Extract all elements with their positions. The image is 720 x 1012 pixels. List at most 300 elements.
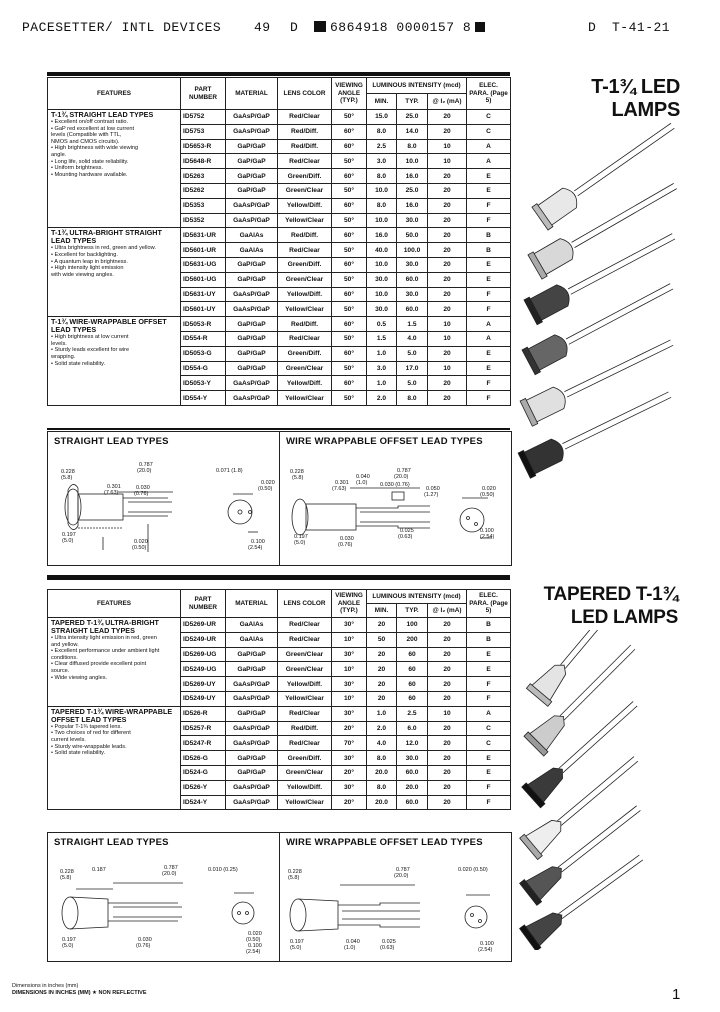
tapered-lamp-1 (526, 630, 637, 706)
min-cell: 8.0 (367, 198, 397, 213)
part-number-cell: ID5053-Y (181, 376, 226, 391)
lens-color-cell: Red/Clear (278, 243, 332, 258)
footer-line-2: DIMENSIONS IN INCHES (MM) ★ NON REFLECTIVE (12, 990, 147, 996)
dimension-label: (0.76) (136, 943, 151, 949)
current-cell: 10 (428, 361, 467, 376)
dimension-label: (2.54) (246, 949, 261, 955)
current-cell: 20 (428, 213, 467, 228)
viewing-angle-cell: 50° (332, 243, 367, 258)
feature-bullet: • Ultra brightness in red, green and yellow. (51, 245, 156, 252)
col-viewing-angle: VIEWING ANGLE (TYP.) (332, 590, 367, 618)
lens-color-cell: Red/Clear (278, 154, 332, 169)
col-at-ma: @ I₂ (mA) (428, 604, 467, 618)
current-cell: 20 (428, 736, 467, 751)
section1-title (560, 76, 680, 122)
lens-color-cell: Red/Diff. (278, 139, 332, 154)
material-cell: GaAsP/GaP (226, 691, 278, 706)
part-number-cell: ID5269-UY (181, 677, 226, 692)
part-number-cell: ID526-R (181, 706, 226, 721)
min-cell: 2.0 (367, 391, 397, 406)
lamp-1 (532, 120, 681, 230)
elec-para-cell: F (467, 677, 511, 692)
t1-3-4-lamps-illustration (510, 120, 700, 510)
current-cell: 20 (428, 662, 467, 677)
lens-color-cell: Yellow/Clear (278, 391, 332, 406)
dimension-label: 0.025 (382, 939, 396, 945)
elec-para-cell: A (467, 331, 511, 346)
min-cell: 1.0 (367, 376, 397, 391)
material-cell: GaP/GaP (226, 662, 278, 677)
dimension-label: (0.76) (134, 491, 149, 497)
viewing-angle-cell: 10° (332, 632, 367, 647)
min-cell: 1.0 (367, 706, 397, 721)
dimension-label: 0.010 (0.25) (208, 867, 238, 873)
part-number-cell: ID5601-UG (181, 272, 226, 287)
part-number-cell: ID5753 (181, 124, 226, 139)
feature-bullet: • GaP red excellent at low current (51, 125, 135, 132)
part-number-cell: ID5262 (181, 183, 226, 198)
min-cell: 15.0 (367, 110, 397, 125)
feature-bullet: • High brightness with wide viewing (51, 145, 139, 152)
lens-color-cell: Red/Diff. (278, 124, 332, 139)
lens-color-cell: Red/Diff. (278, 228, 332, 243)
typ-cell: 6.0 (397, 721, 428, 736)
current-cell: 20 (428, 257, 467, 272)
dims2-left-box (47, 832, 280, 962)
material-cell: GaAsP/GaP (226, 391, 278, 406)
min-cell: 20 (367, 691, 397, 706)
typ-cell: 5.0 (397, 376, 428, 391)
typ-cell: 8.0 (397, 391, 428, 406)
min-cell: 2.0 (367, 721, 397, 736)
elec-para-cell: B (467, 632, 511, 647)
viewing-angle-cell: 50° (332, 331, 367, 346)
feature-heading: T-1¾ STRAIGHT LEAD TYPES (51, 110, 154, 119)
min-cell: 8.0 (367, 751, 397, 766)
lens-color-cell: Yellow/Diff. (278, 677, 332, 692)
dimension-label: 0.197 (62, 532, 76, 538)
material-cell: GaP/GaP (226, 706, 278, 721)
col-features: FEATURES (48, 590, 181, 618)
material-cell: GaAsP/GaP (226, 213, 278, 228)
typ-cell: 16.0 (397, 198, 428, 213)
feature-heading: TAPERED T-1¾ ULTRA-BRIGHT STRAIGHT LEAD TYPES (51, 618, 159, 635)
dimension-label: (5.0) (290, 945, 302, 951)
feature-bullet: • Sturdy wire-wrappable leads. (51, 743, 127, 750)
material-cell: GaP/GaP (226, 183, 278, 198)
dimension-label: (20.0) (162, 871, 177, 877)
current-cell: 20 (428, 691, 467, 706)
feature-bullet: • Solid state reliability. (51, 360, 106, 367)
elec-para-cell: E (467, 169, 511, 184)
lens-color-cell: Green/Clear (278, 272, 332, 287)
dimension-label: 0.020 (248, 931, 262, 937)
dimension-label: (0.63) (398, 534, 413, 540)
feature-bullet: conditions. (51, 654, 78, 661)
black-block-icon (314, 21, 326, 32)
dims1-right-box (279, 431, 512, 566)
typ-cell: 2.5 (397, 706, 428, 721)
feature-bullet: levels. (51, 340, 67, 347)
elec-para-cell: E (467, 361, 511, 376)
min-cell: 2.5 (367, 139, 397, 154)
feature-bullet: • Excellent performance under ambient light (51, 648, 160, 655)
viewing-angle-cell: 60° (332, 139, 367, 154)
dimension-label: 0.100 (480, 528, 494, 534)
material-cell: GaAlAs (226, 228, 278, 243)
current-cell: 10 (428, 139, 467, 154)
min-cell: 10.0 (367, 257, 397, 272)
material-cell: GaAlAs (226, 632, 278, 647)
dimension-label: 0.030 (136, 485, 150, 491)
part-number-cell: ID5249-UG (181, 662, 226, 677)
feature-heading: TAPERED T-1¾ WIRE-WRAPPABLE OFFSET LEAD TYPES (51, 706, 173, 724)
material-cell: GaP/GaP (226, 331, 278, 346)
current-cell: 20 (428, 721, 467, 736)
table-row (48, 228, 511, 243)
lens-color-cell: Red/Clear (278, 706, 332, 721)
part-number-cell: ID524-Y (181, 795, 226, 810)
lens-color-cell: Red/Diff. (278, 317, 332, 332)
viewing-angle-cell: 30° (332, 677, 367, 692)
col-material: MATERIAL (226, 78, 278, 110)
part-number-cell: ID5053-G (181, 346, 226, 361)
dimension-label: 0.050 (426, 486, 440, 492)
viewing-angle-cell: 50° (332, 110, 367, 125)
material-cell: GaP/GaP (226, 317, 278, 332)
typ-cell: 25.0 (397, 183, 428, 198)
feature-bullet: • High brightness at low current (51, 334, 129, 341)
tapered-lamps-illustration (510, 630, 700, 950)
current-cell: 20 (428, 302, 467, 317)
min-cell: 30.0 (367, 272, 397, 287)
current-cell: 20 (428, 183, 467, 198)
lens-color-cell: Green/Clear (278, 361, 332, 376)
typ-cell: 12.0 (397, 736, 428, 751)
col-typ: TYP. (397, 94, 428, 110)
dims2-left-title: STRAIGHT LEAD TYPES (54, 837, 169, 848)
elec-para-cell: A (467, 154, 511, 169)
typ-cell: 100.0 (397, 243, 428, 258)
col-at-ma: @ I₂ (mA) (428, 94, 467, 110)
dimension-label: 0.301 (107, 484, 121, 490)
part-number-cell: ID5247-R (181, 736, 226, 751)
viewing-angle-cell: 60° (332, 169, 367, 184)
typ-cell: 30.0 (397, 751, 428, 766)
typ-cell: 60 (397, 677, 428, 692)
viewing-angle-cell: 30° (332, 647, 367, 662)
feature-bullet: • Mounting hardware available. (51, 171, 128, 178)
viewing-angle-cell: 60° (332, 346, 367, 361)
material-cell: GaAsP/GaP (226, 795, 278, 810)
lens-color-cell: Green/Diff. (278, 169, 332, 184)
material-cell: GaAsP/GaP (226, 198, 278, 213)
elec-para-cell: B (467, 618, 511, 633)
page-number: 1 (672, 986, 681, 1003)
dimension-label: (5.8) (60, 875, 72, 881)
min-cell: 8.0 (367, 124, 397, 139)
current-cell: 20 (428, 751, 467, 766)
elec-para-cell: E (467, 751, 511, 766)
dimension-label: 0.030 (138, 937, 152, 943)
current-cell: 20 (428, 287, 467, 302)
dimension-label: 0.187 (92, 867, 106, 873)
feature-bullet: levels (Compatible with TTL, (51, 132, 122, 139)
material-cell: GaP/GaP (226, 765, 278, 780)
current-cell: 20 (428, 795, 467, 810)
lens-color-cell: Green/Diff. (278, 257, 332, 272)
viewing-angle-cell: 50° (332, 272, 367, 287)
typ-cell: 60 (397, 647, 428, 662)
elec-para-cell: C (467, 736, 511, 751)
lens-color-cell: Yellow/Diff. (278, 198, 332, 213)
dimension-label: 0.228 (61, 469, 75, 475)
lens-color-cell: Green/Clear (278, 662, 332, 677)
col-min: MIN. (367, 604, 397, 618)
material-cell: GaP/GaP (226, 169, 278, 184)
dimension-label: (1.0) (344, 945, 356, 951)
part-number-cell: ID5249-UR (181, 632, 226, 647)
typ-cell: 30.0 (397, 287, 428, 302)
elec-para-cell: E (467, 765, 511, 780)
col-part-number: PART NUMBER (181, 590, 226, 618)
black-block-icon (475, 22, 485, 32)
dimension-label: 0.040 (346, 939, 360, 945)
current-cell: 20 (428, 632, 467, 647)
part-number-cell: ID5249-UY (181, 691, 226, 706)
dimension-label: 0.787 (397, 468, 411, 474)
dimension-label: 0.787 (164, 865, 178, 871)
min-cell: 20 (367, 677, 397, 692)
viewing-angle-cell: 20° (332, 795, 367, 810)
dimension-label: 0.020 (0.50) (458, 867, 488, 873)
section1-spec-table (47, 77, 511, 406)
lens-color-cell: Green/Clear (278, 647, 332, 662)
col-material: MATERIAL (226, 590, 278, 618)
viewing-angle-cell: 60° (332, 124, 367, 139)
feature-bullet: angle. (51, 151, 67, 158)
elec-para-cell: E (467, 272, 511, 287)
section1-top-rule (47, 72, 510, 76)
feature-bullet: wrapping. (51, 353, 76, 360)
current-cell: 20 (428, 228, 467, 243)
dimension-label: 0.100 (251, 539, 265, 545)
company-name: PACESETTER/ INTL DEVICES (22, 20, 222, 35)
dimension-label: (2.54) (248, 545, 263, 551)
dimension-label: 0.228 (290, 469, 304, 475)
page-footer (12, 983, 147, 997)
dimension-label: 0.030 (0.76) (380, 482, 410, 488)
part-number-cell: ID5352 (181, 213, 226, 228)
feature-bullet: • Popular T-1¾ tapered lens. (51, 723, 122, 730)
current-cell: 20 (428, 618, 467, 633)
dimension-label: 0.787 (139, 462, 153, 468)
viewing-angle-cell: 50° (332, 183, 367, 198)
typ-cell: 1.5 (397, 317, 428, 332)
elec-para-cell: E (467, 662, 511, 677)
dimension-label: (7.63) (104, 490, 119, 496)
part-number-cell: ID526-Y (181, 780, 226, 795)
typ-cell: 30.0 (397, 213, 428, 228)
elec-para-cell: F (467, 691, 511, 706)
feature-cell (48, 228, 181, 317)
typ-cell: 20.0 (397, 780, 428, 795)
typ-cell: 30.0 (397, 257, 428, 272)
dimension-label: (5.0) (62, 538, 74, 544)
lens-color-cell: Yellow/Diff. (278, 780, 332, 795)
feature-bullet: and yellow. (51, 641, 79, 648)
dimension-label: 0.100 (248, 943, 262, 949)
feature-bullet: source. (51, 667, 70, 674)
part-number-cell: ID5752 (181, 110, 226, 125)
current-cell: 20 (428, 765, 467, 780)
part-number-cell: ID5631-UR (181, 228, 226, 243)
min-cell: 16.0 (367, 228, 397, 243)
viewing-angle-cell: 50° (332, 391, 367, 406)
typ-cell: 17.0 (397, 361, 428, 376)
feature-bullet: • Ultra intensity light emission in red, green (51, 635, 157, 641)
feature-cell (48, 317, 181, 406)
lens-color-cell: Yellow/Clear (278, 691, 332, 706)
feature-bullet: • Two choices of red for different (51, 730, 131, 737)
viewing-angle-cell: 10° (332, 662, 367, 677)
elec-para-cell: F (467, 198, 511, 213)
straight-lead-diagram (48, 432, 279, 565)
elec-para-cell: E (467, 346, 511, 361)
current-cell: 20 (428, 198, 467, 213)
viewing-angle-cell: 30° (332, 706, 367, 721)
min-cell: 3.0 (367, 361, 397, 376)
section1-title-line1: T-1¾ LED (591, 76, 680, 98)
lens-color-cell: Red/Diff. (278, 721, 332, 736)
lens-color-cell: Green/Clear (278, 183, 332, 198)
feature-cell (48, 618, 181, 707)
dimension-label: 0.787 (396, 867, 410, 873)
material-cell: GaAsP/GaP (226, 110, 278, 125)
min-cell: 40.0 (367, 243, 397, 258)
material-cell: GaAsP/GaP (226, 736, 278, 751)
dimension-label: (5.8) (61, 475, 73, 481)
col-min: MIN. (367, 94, 397, 110)
material-cell: GaAsP/GaP (226, 721, 278, 736)
elec-para-cell: C (467, 124, 511, 139)
part-number-cell: ID5263 (181, 169, 226, 184)
tapered-straight-lead-diagram (48, 833, 279, 961)
material-cell: GaAlAs (226, 618, 278, 633)
col-lens-color: LENS COLOR (278, 590, 332, 618)
dimension-label: 0.197 (290, 939, 304, 945)
viewing-angle-cell: 60° (332, 228, 367, 243)
dims2-right-title: WIRE WRAPPABLE OFFSET LEAD TYPES (286, 837, 483, 848)
header-ref: T-41-21 (612, 20, 671, 35)
dimension-label: (7.63) (332, 486, 347, 492)
min-cell: 20.0 (367, 765, 397, 780)
dimension-label: (20.0) (137, 468, 152, 474)
col-features: FEATURES (48, 78, 181, 110)
elec-para-cell: A (467, 139, 511, 154)
elec-para-cell: F (467, 795, 511, 810)
current-cell: 10 (428, 154, 467, 169)
elec-para-cell: C (467, 721, 511, 736)
dimension-label: 0.020 (261, 480, 275, 486)
col-luminous-intensity: LUMINOUS INTENSITY (mcd) (367, 78, 467, 94)
dimension-label: 0.301 (335, 480, 349, 486)
part-number-cell: ID5053-R (181, 317, 226, 332)
material-cell: GaP/GaP (226, 346, 278, 361)
part-number-cell: ID5269-UR (181, 618, 226, 633)
elec-para-cell: E (467, 647, 511, 662)
viewing-angle-cell: 30° (332, 751, 367, 766)
lens-color-cell: Red/Clear (278, 736, 332, 751)
section2-top-rule (47, 575, 510, 580)
material-cell: GaP/GaP (226, 361, 278, 376)
feature-cell (48, 706, 181, 810)
elec-para-cell: F (467, 302, 511, 317)
section2-title-line2: LED LAMPS (570, 607, 678, 628)
typ-cell: 8.0 (397, 139, 428, 154)
part-number-cell: ID526-G (181, 751, 226, 766)
min-cell: 20 (367, 618, 397, 633)
viewing-angle-cell: 60° (332, 198, 367, 213)
dimension-label: (5.0) (294, 540, 306, 546)
lamp-4 (522, 274, 678, 375)
part-number-cell: ID554-G (181, 361, 226, 376)
dims2-right-box (279, 832, 512, 962)
elec-para-cell: B (467, 243, 511, 258)
col-lens-color: LENS COLOR (278, 78, 332, 110)
material-cell: GaP/GaP (226, 257, 278, 272)
current-cell: 10 (428, 706, 467, 721)
col-elec-para: ELEC. PARA. (Page 5) (467, 78, 511, 110)
col-part-number: PART NUMBER (181, 78, 226, 110)
typ-cell: 10.0 (397, 154, 428, 169)
material-cell: GaAsP/GaP (226, 302, 278, 317)
dimension-label: 0.197 (294, 534, 308, 540)
part-number-cell: ID5257-R (181, 721, 226, 736)
col-typ: TYP. (397, 604, 428, 618)
dimension-label: 0.228 (288, 869, 302, 875)
lens-color-cell: Red/Clear (278, 110, 332, 125)
part-number-cell: ID524-G (181, 765, 226, 780)
page-header (22, 20, 712, 42)
dimension-label: (2.54) (478, 947, 493, 953)
viewing-angle-cell: 70° (332, 736, 367, 751)
min-cell: 30.0 (367, 302, 397, 317)
typ-cell: 50.0 (397, 228, 428, 243)
typ-cell: 60.0 (397, 302, 428, 317)
viewing-angle-cell: 10° (332, 691, 367, 706)
feature-bullet: current levels. (51, 736, 86, 743)
elec-para-cell: A (467, 706, 511, 721)
min-cell: 4.0 (367, 736, 397, 751)
min-cell: 8.0 (367, 780, 397, 795)
viewing-angle-cell: 60° (332, 257, 367, 272)
dimension-label: (0.50) (258, 486, 273, 492)
feature-bullet: • Excellent for backlighting. (51, 251, 118, 258)
feature-bullet: • Long life, solid state reliability. (51, 158, 129, 165)
typ-cell: 5.0 (397, 346, 428, 361)
elec-para-cell: E (467, 257, 511, 272)
dimension-label: (0.76) (338, 542, 353, 548)
typ-cell: 60.0 (397, 765, 428, 780)
feature-bullet: • Solid state reliability. (51, 750, 106, 757)
typ-cell: 14.0 (397, 124, 428, 139)
header-code-3: D (588, 20, 597, 35)
min-cell: 0.5 (367, 317, 397, 332)
feature-bullet: • Uniform brightness. (51, 165, 104, 172)
viewing-angle-cell: 30° (332, 780, 367, 795)
lens-color-cell: Green/Diff. (278, 346, 332, 361)
